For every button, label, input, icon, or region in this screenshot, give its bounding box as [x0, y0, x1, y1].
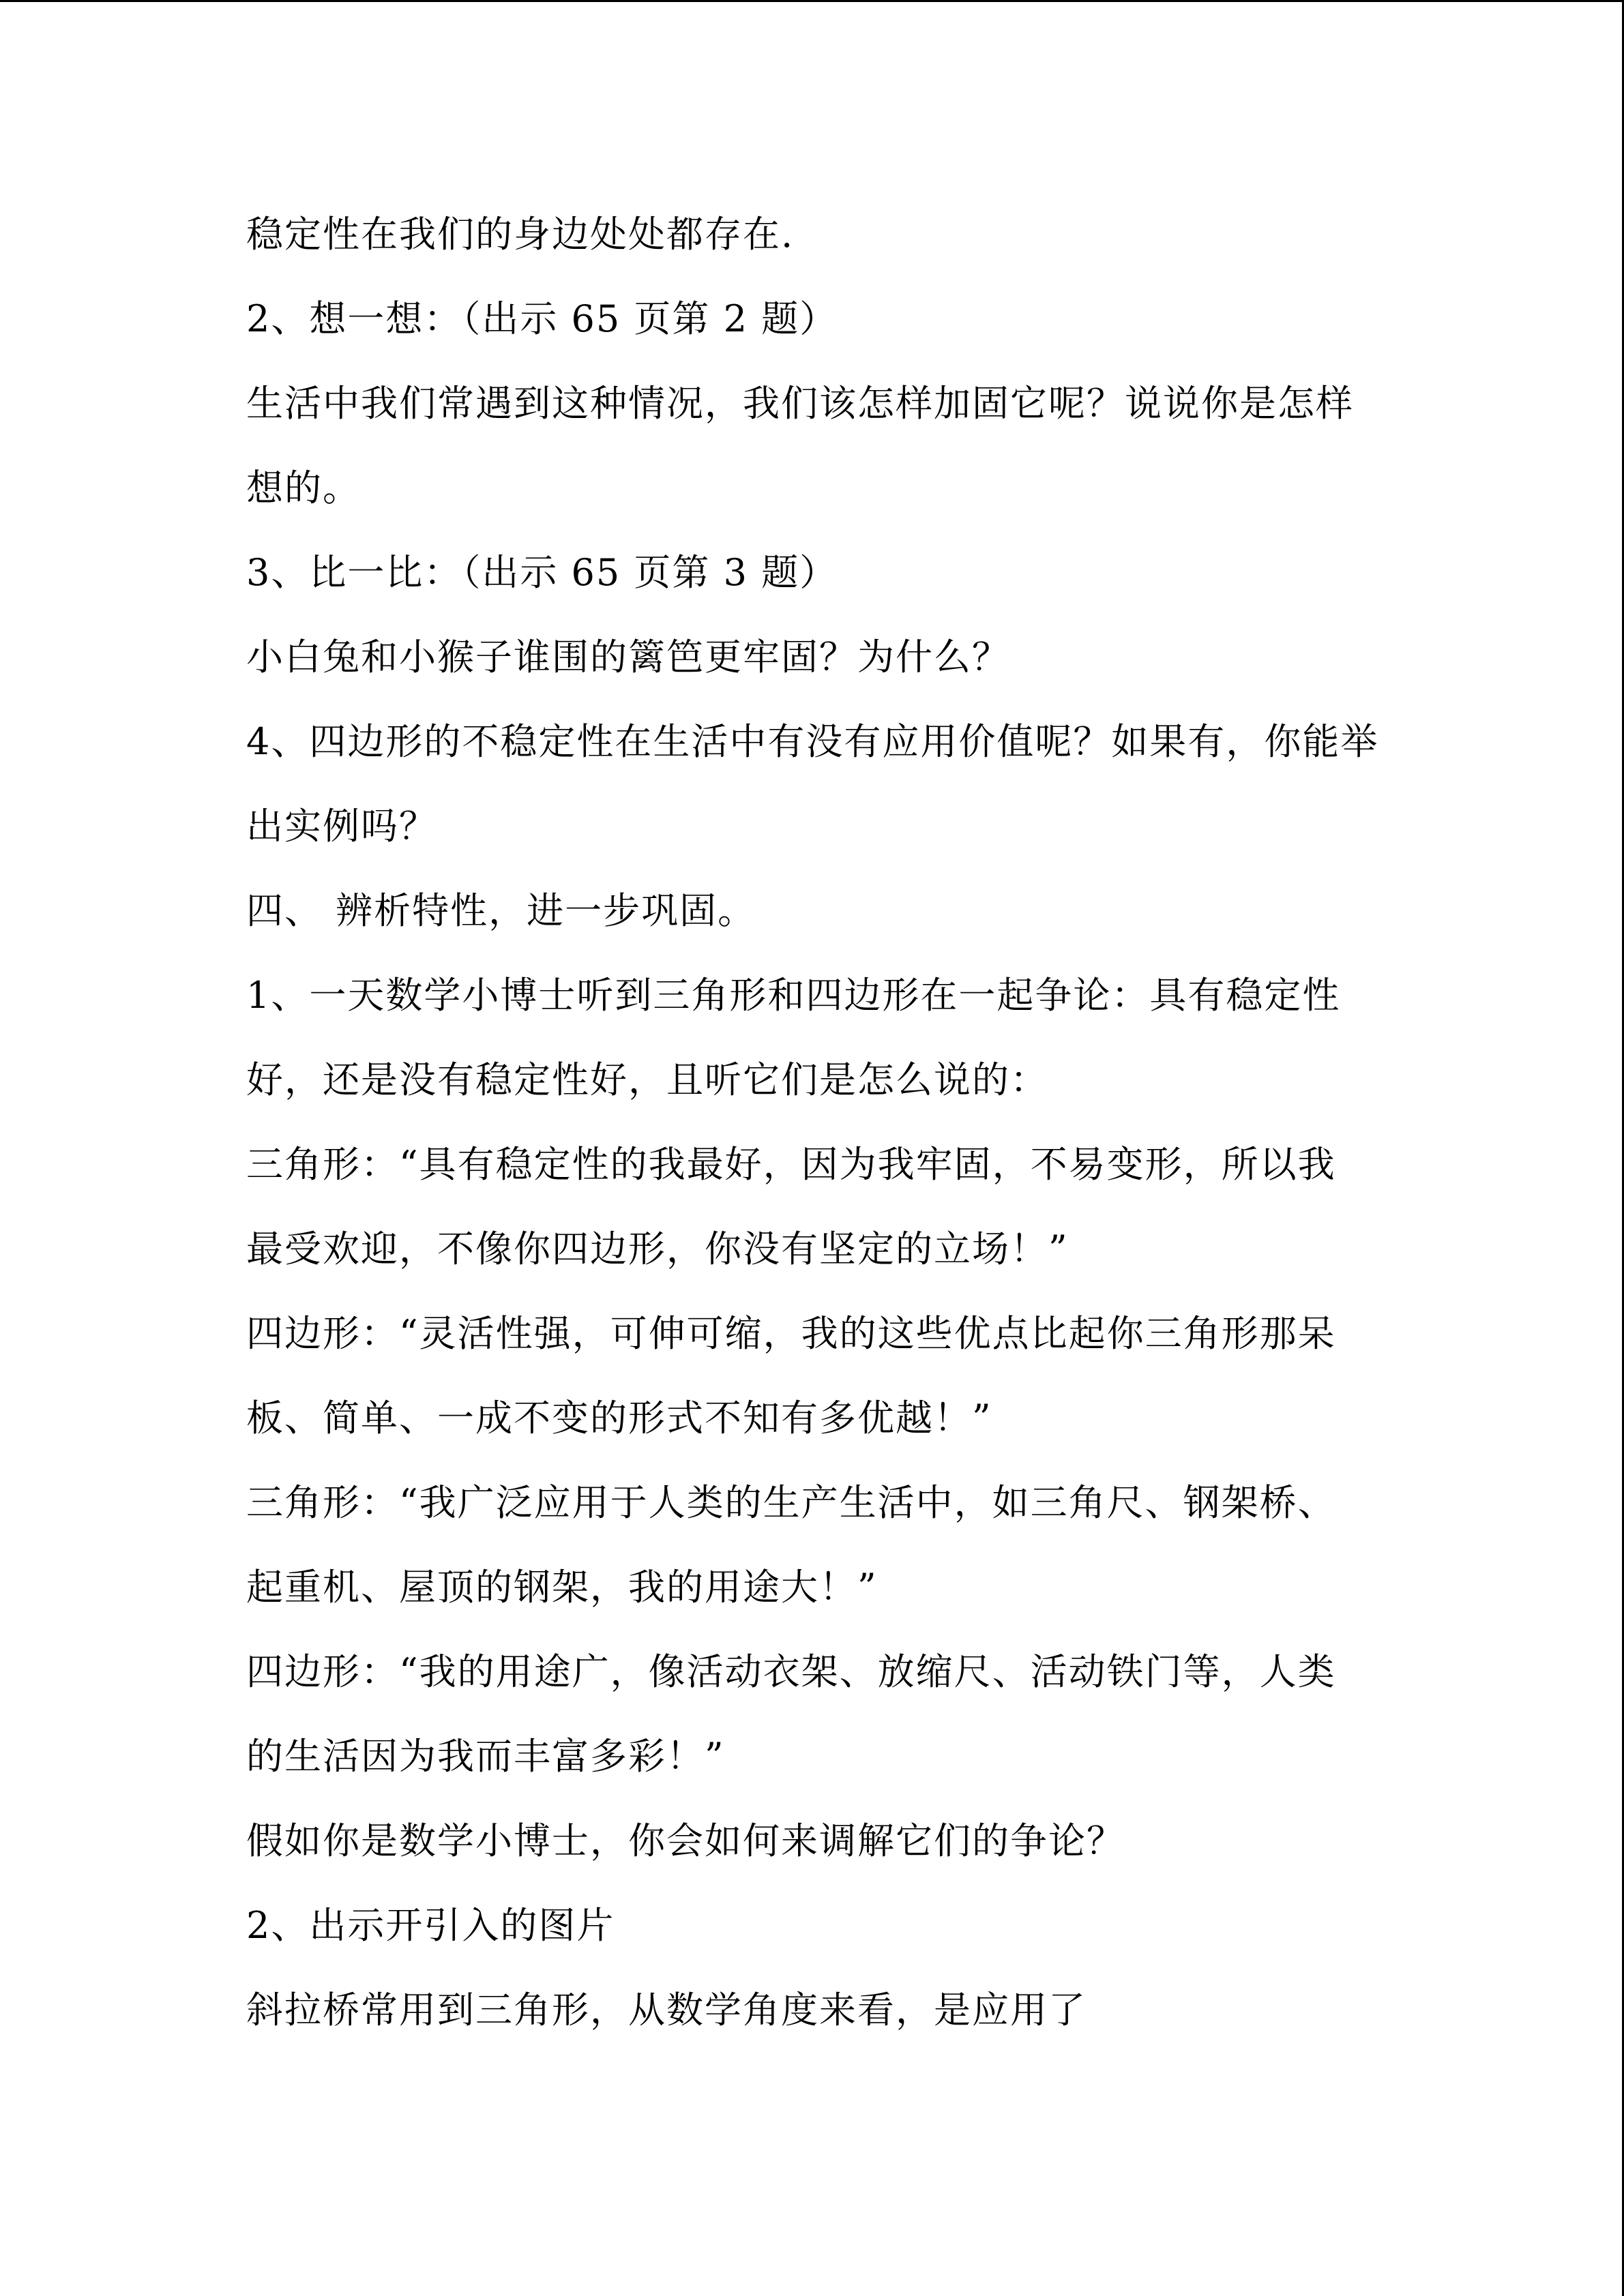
- text-line: 最受欢迎，不像你四边形，你没有坚定的立场！”: [246, 1227, 1069, 1270]
- text-line: 的生活因为我而丰富多彩！”: [246, 1735, 725, 1778]
- text-line: 板、简单、一成不变的形式不知有多优越！”: [246, 1397, 992, 1440]
- text-line: 2、出示开引入的图片: [246, 1904, 615, 1947]
- section-heading: 四、 辨析特性，进一步巩固。: [246, 889, 756, 932]
- text-line: 三角形：“具有稳定性的我最好，因为我牢固，不易变形，所以我: [246, 1143, 1336, 1186]
- text-line: 好，还是没有稳定性好，且听它们是怎么说的：: [246, 1058, 1048, 1101]
- text-line: 小白兔和小猴子谁围的篱笆更牢固？为什么？: [246, 636, 1010, 679]
- text-line: 2、想一想：（出示 65 页第 2 题）: [246, 297, 838, 340]
- text-line: 想的。: [246, 466, 361, 509]
- text-line: 四边形：“灵活性强，可伸可缩，我的这些优点比起你三角形那呆: [246, 1312, 1336, 1355]
- text-line: 生活中我们常遇到这种情况，我们该怎样加固它呢？说说你是怎样: [246, 382, 1354, 425]
- text-line: 出实例吗？: [246, 805, 437, 848]
- text-line: 三角形：“我广泛应用于人类的生产生活中，如三角尺、钢架桥、: [246, 1481, 1336, 1524]
- text-line: 稳定性在我们的身边处处都存在.: [246, 213, 795, 256]
- document-body: [246, 192, 1419, 2053]
- text-line: 假如你是数学小博士，你会如何来调解它们的争论？: [246, 1819, 1125, 1862]
- text-line: 1、一天数学小博士听到三角形和四边形在一起争论：具有稳定性: [246, 974, 1341, 1017]
- text-line: 斜拉桥常用到三角形，从数学角度来看，是应用了: [246, 1988, 1087, 2031]
- text-line: 4、四边形的不稳定性在生活中有没有应用价值呢？如果有，你能举: [246, 720, 1379, 763]
- text-line: 四边形：“我的用途广，像活动衣架、放缩尺、活动铁门等，人类: [246, 1650, 1336, 1693]
- page-top-border: [0, 0, 1624, 2]
- text-line: 起重机、屋顶的钢架，我的用途大！”: [246, 1566, 878, 1609]
- text-line: 3、比一比：（出示 65 页第 3 题）: [246, 551, 838, 594]
